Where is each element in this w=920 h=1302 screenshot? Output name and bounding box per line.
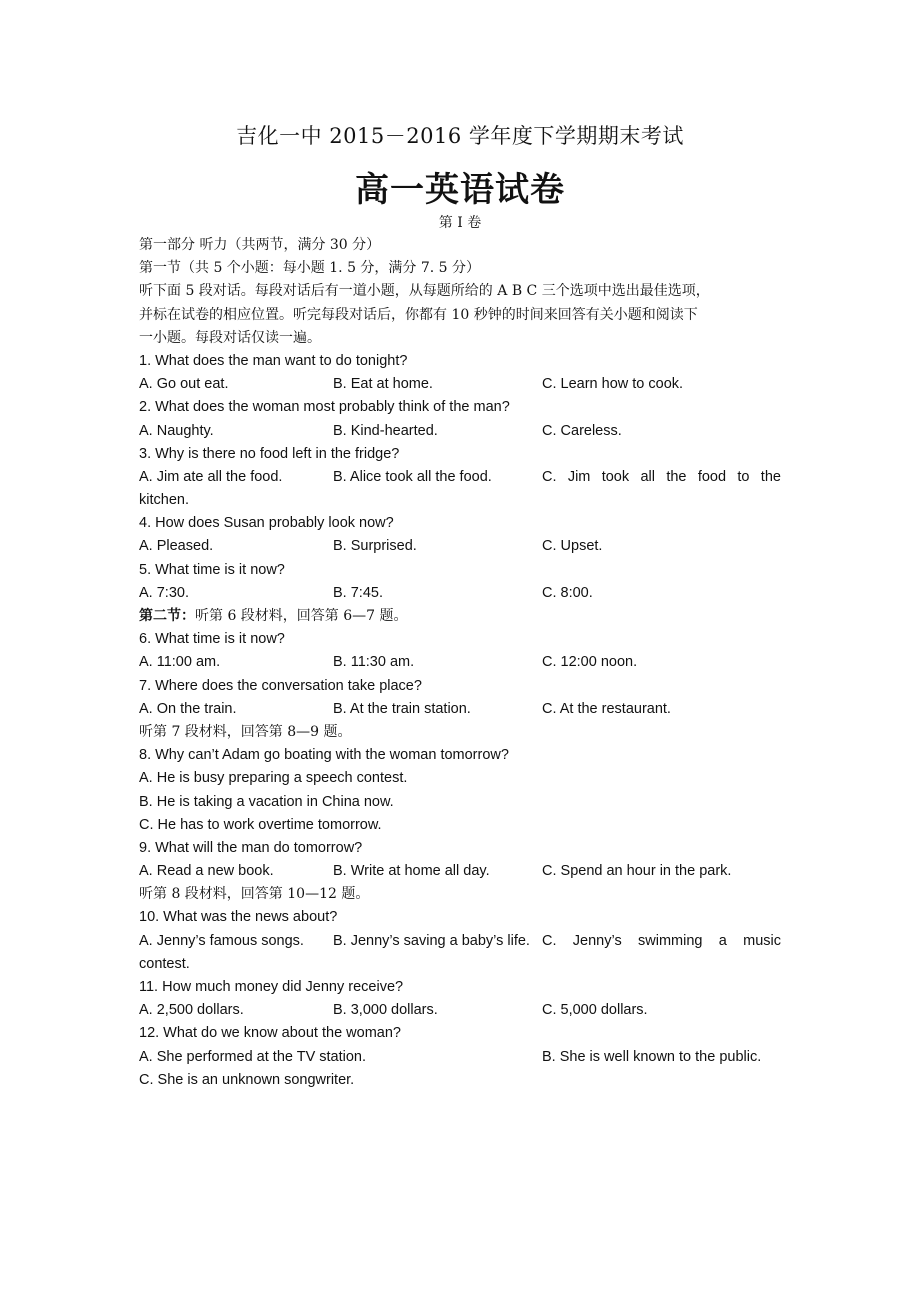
option-word: Jim — [567, 468, 591, 485]
option-c: C. 5,000 dollars. — [542, 1002, 648, 1019]
option-b: B. 3,000 dollars. — [333, 1002, 438, 1019]
exam-body — [139, 234, 781, 1092]
option-word: food — [697, 468, 727, 485]
option-c: C. Learn how to cook. — [542, 376, 684, 393]
instruction-line: 一小题。每段对话仅读一遍。 — [139, 329, 321, 346]
option-a: A. 7:30. — [139, 584, 189, 601]
options-row — [139, 420, 781, 443]
question-stem: 2. What does the woman most probably think of the man? — [139, 399, 510, 416]
option-b: B. Write at home all day. — [333, 863, 490, 880]
option-word: the — [666, 468, 687, 485]
option-c — [542, 930, 781, 953]
option-c: C. She is an unknown songwriter. — [139, 1071, 355, 1088]
option-c: C. Spend an hour in the park. — [542, 863, 732, 880]
option-a: A. He is busy preparing a speech contest. — [139, 770, 408, 787]
question-stem: 6. What time is it now? — [139, 631, 285, 648]
volume-label: 第 I 卷 — [438, 215, 482, 231]
option-a: A. Pleased. — [139, 538, 214, 555]
option-b: B. 7:45. — [333, 584, 383, 601]
question-stem: 7. Where does the conversation take place? — [139, 677, 422, 694]
option-a: A. She performed at the TV station. — [139, 1048, 367, 1065]
question-stem: 1. What does the man want to do tonight? — [139, 352, 408, 369]
option-a: A. 11:00 am. — [139, 654, 221, 671]
option-word: Jenny’s — [572, 932, 622, 949]
option-a: A. Jenny’s famous songs. — [139, 932, 304, 949]
option-c: C. 12:00 noon. — [542, 654, 638, 671]
section-heading — [139, 605, 781, 628]
option-a: A. On the train. — [139, 700, 237, 717]
options-row — [139, 651, 781, 674]
part-heading: 第一部分 听力（共两节，满分 30 分） — [139, 237, 381, 253]
section-heading: 第一节（共 5 个小题：每小题 1. 5 分，满分 7. 5 分） — [139, 260, 481, 277]
instruction-line: 听下面 5 段对话。每段对话后有一道小题，从每题所给的 A B C 三个选项中选出最佳选项， — [139, 283, 710, 300]
options-row — [139, 466, 781, 489]
option-c: C. Careless. — [542, 422, 622, 439]
option-a: A. Go out eat. — [139, 376, 229, 393]
option-c: C. 8:00. — [542, 584, 593, 601]
question-stem: 8. Why can’t Adam go boating with the woman tomorrow? — [139, 747, 509, 764]
section-label: 第二节： — [139, 608, 195, 624]
option-b: B. 11:30 am. — [333, 654, 415, 671]
option-c: C. Upset. — [542, 538, 603, 555]
option-word: to — [737, 468, 750, 485]
options-row — [139, 930, 781, 953]
option-b: B. At the train station. — [333, 700, 471, 717]
question-stem: 3. Why is there no food left in the fridge? — [139, 445, 400, 462]
option-b: B. Surprised. — [333, 538, 417, 555]
option-word: swimming — [638, 932, 703, 949]
options-row — [139, 999, 781, 1022]
question-stem: 10. What was the news about? — [139, 909, 338, 926]
option-c: C. At the restaurant. — [542, 700, 671, 717]
segment-heading: 听第 7 段材料，回答第 8—9 题。 — [139, 723, 352, 740]
options-row — [139, 582, 781, 605]
question-stem: 12. What do we know about the woman? — [139, 1025, 401, 1042]
option-b: B. Kind-hearted. — [333, 422, 438, 439]
option-c-continuation: kitchen. — [139, 492, 189, 509]
option-b: B. Alice took all the food. — [333, 468, 492, 485]
exam-title: 高一英语试卷 — [355, 170, 565, 210]
school-header: 吉化一中 2015－2016 学年度下学期期末考试 — [236, 124, 684, 148]
options-row — [139, 698, 781, 721]
option-a: A. Jim ate all the food. — [139, 468, 283, 485]
option-c-continuation: contest. — [139, 955, 190, 972]
option-c — [542, 466, 781, 489]
option-b: B. Jenny’s saving a baby’s life. — [333, 932, 530, 949]
option-word: C. — [542, 932, 557, 949]
option-a: A. Naughty. — [139, 422, 214, 439]
option-a: A. 2,500 dollars. — [139, 1002, 244, 1019]
option-b: B. Eat at home. — [333, 376, 433, 393]
section-text: 听第 6 段材料，回答第 6—7 题。 — [195, 608, 408, 624]
options-row — [139, 1046, 781, 1069]
option-c: C. He has to work overtime tomorrow. — [139, 816, 382, 833]
question-stem: 11. How much money did Jenny receive? — [139, 979, 404, 995]
option-word: took — [601, 468, 630, 485]
option-word: a — [718, 932, 727, 949]
segment-heading: 听第 8 段材料，回答第 10—12 题。 — [139, 886, 370, 903]
options-row — [139, 373, 781, 396]
option-b: B. She is well known to the public. — [542, 1048, 762, 1065]
option-word: all — [640, 468, 655, 485]
option-a: A. Read a new book. — [139, 863, 274, 880]
question-stem: 4. How does Susan probably look now? — [139, 515, 394, 532]
option-word: music — [743, 932, 781, 949]
instruction-line: 并标在试卷的相应位置。听完每段对话后，你都有 10 秒钟的时间来回答有关小题和阅读下 — [139, 306, 698, 323]
options-row — [139, 535, 781, 558]
option-b: B. He is taking a vacation in China now. — [139, 793, 394, 810]
question-stem: 5. What time is it now? — [139, 561, 285, 578]
option-word: the — [760, 468, 781, 485]
question-stem: 9. What will the man do tomorrow? — [139, 839, 363, 856]
options-row — [139, 860, 781, 883]
option-word: C. — [542, 468, 557, 485]
